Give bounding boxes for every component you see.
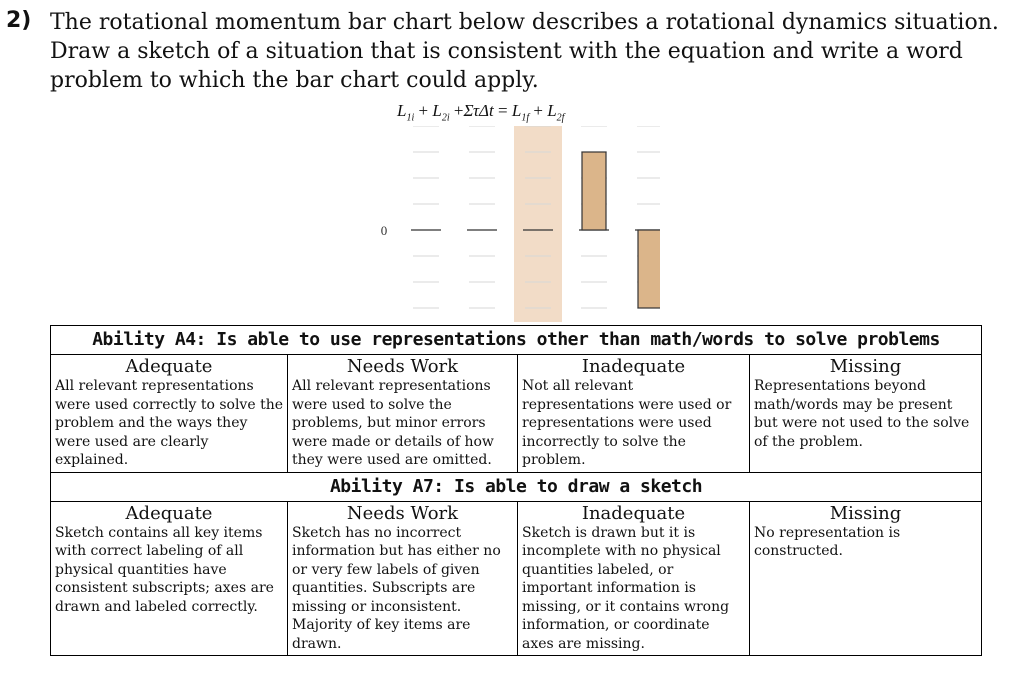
rubric-description-row [51, 377, 982, 472]
bar-L1f [582, 152, 606, 230]
impulse-column-highlight [514, 126, 562, 322]
level-description: No representation is constructed. [750, 524, 982, 656]
bar-L2f [638, 230, 660, 308]
equals-sign: = [498, 101, 508, 120]
level-description: Not all relevant representations were used or representations were used incorrectly to solve the problem. [518, 377, 750, 472]
question-number: 2) [6, 8, 32, 33]
level-description: All relevant representations were used correctly to solve the problem and the ways they were used are clearly explained. [51, 377, 288, 472]
rubric-table [50, 325, 982, 656]
term-l2f: $L_{2f}$ [547, 101, 565, 124]
level-description: Sketch contains all key items with correct labeling of all physical quantities have consistent subscripts; axes are drawn and labeled correctly. [51, 524, 288, 656]
level-label: Missing [750, 355, 982, 378]
level-description: Sketch has no incorrect information but has either no or very few labels of given quantities. Subscripts are missing or inconsistent. Majority of key items are drawn. [288, 524, 518, 656]
plus-sign: + [453, 101, 464, 120]
rubric-title-row [51, 472, 982, 501]
level-label: Missing [750, 501, 982, 524]
plus-sign: + [533, 101, 543, 120]
term-impulse: ΣτΔt [463, 101, 494, 120]
level-description: All relevant representations were used to solve the problems, but minor errors were made or details of how they were used are omitted. [288, 377, 518, 472]
level-label: Adequate [51, 501, 288, 524]
level-label: Needs Work [288, 501, 518, 524]
zero-tick-label: 0 [380, 223, 388, 238]
level-label: Adequate [51, 355, 288, 378]
rubric-level-row [51, 501, 982, 524]
term-l1i: $L_{1i}$ [397, 101, 415, 124]
plus-sign: + [418, 101, 429, 120]
term-l2i: $L_{2i}$ [432, 101, 450, 124]
rubric-level-row [51, 355, 982, 378]
momentum-bar-chart [360, 126, 660, 322]
rubric-description-row [51, 524, 982, 656]
level-label: Needs Work [288, 355, 518, 378]
question-text: The rotational momentum bar chart below describes a rotational dynamics situation. Draw a sketch of a situation that is consistent with the equation and write a word problem to which the bar chart could apply. [50, 10, 999, 93]
momentum-equation [397, 101, 564, 123]
term-l1f: $L_{1f}$ [511, 101, 530, 124]
level-label: Inadequate [518, 355, 750, 378]
level-description: Sketch is drawn but it is incomplete with no physical quantities labeled, or important information is missing, or it contains wrong information, or coordinate axes are missing. [518, 524, 750, 656]
ability-a7-title: Ability A7: Is able to draw a sketch [51, 472, 982, 501]
rubric-title-row [51, 326, 982, 355]
ability-a4-title: Ability A4: Is able to use representations other than math/words to solve problems [51, 326, 982, 355]
level-description: Representations beyond math/words may be present but were not used to the solve of the problem. [750, 377, 982, 472]
level-label: Inadequate [518, 501, 750, 524]
